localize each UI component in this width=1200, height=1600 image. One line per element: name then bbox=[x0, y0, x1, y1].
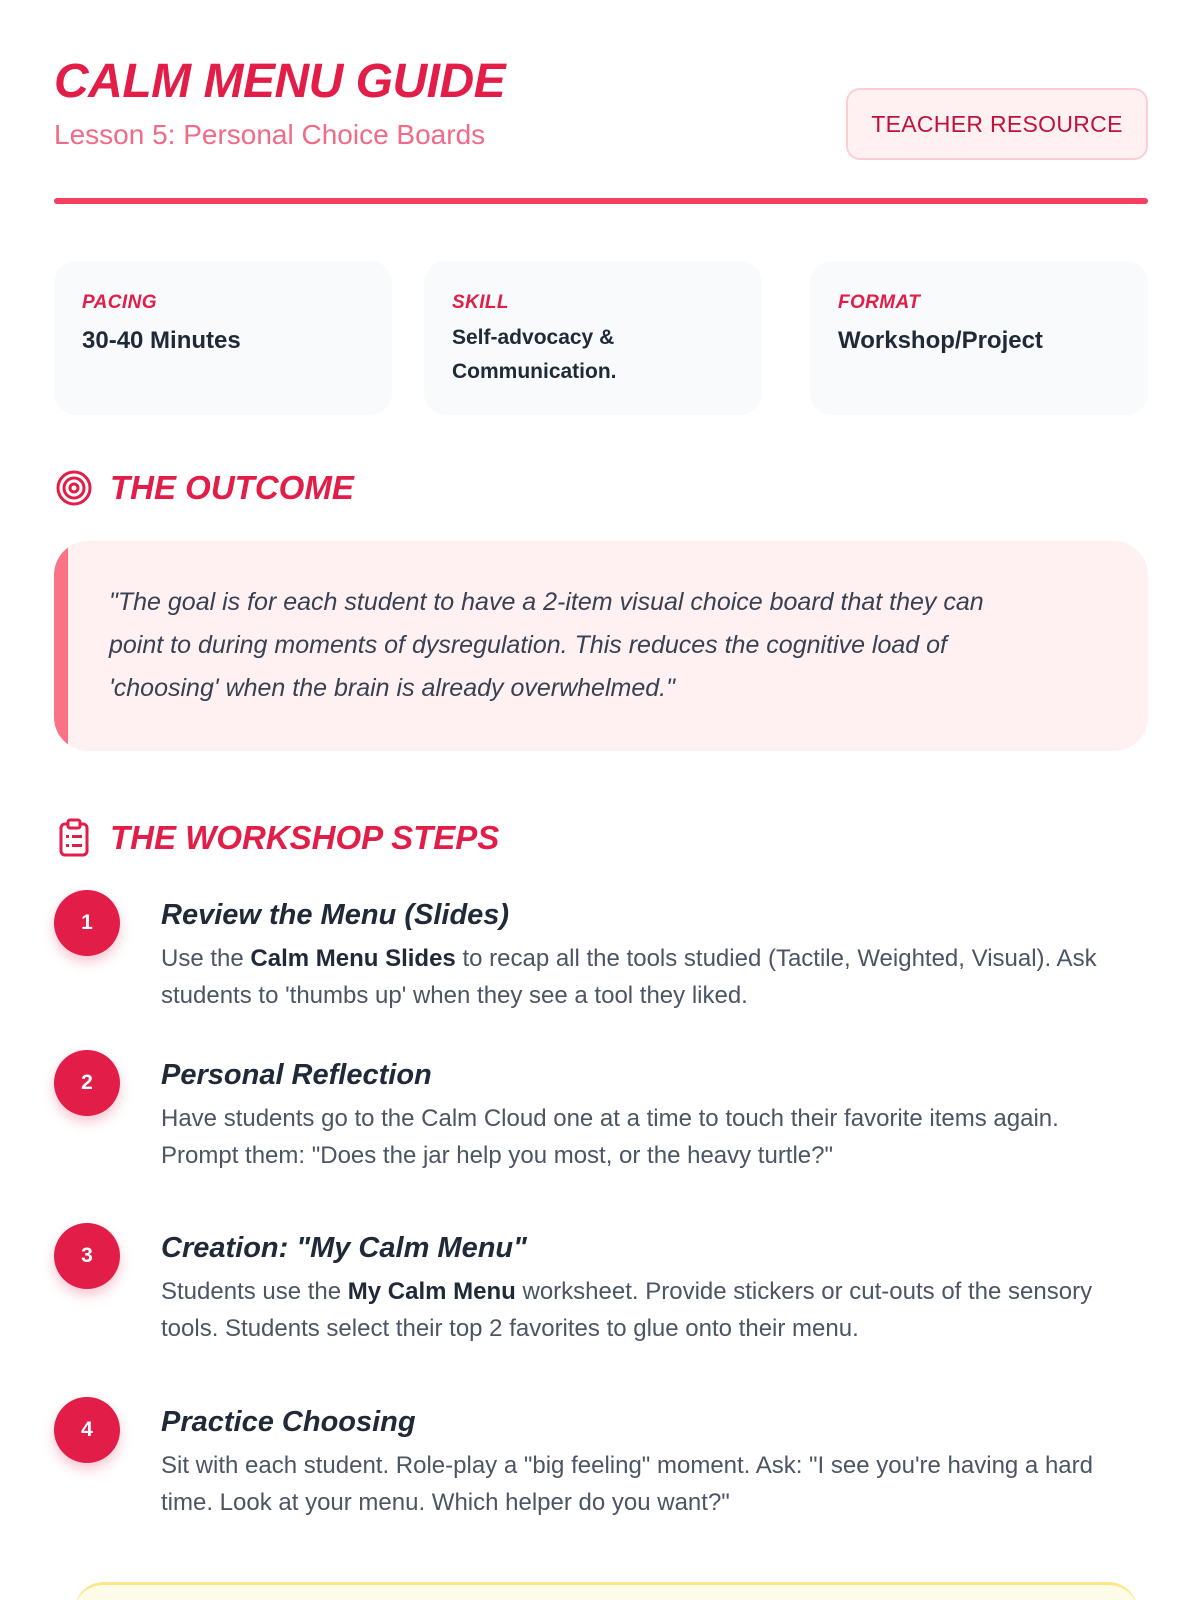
card-value: 30-40 Minutes bbox=[82, 327, 241, 354]
section-title: THE WORKSHOP STEPS bbox=[110, 819, 500, 856]
page-subtitle: Lesson 5: Personal Choice Boards bbox=[54, 119, 486, 150]
step-description bbox=[161, 1273, 1141, 1347]
step-description bbox=[161, 940, 1141, 1014]
skill-card bbox=[424, 261, 762, 415]
step-number-badge: 1 bbox=[54, 890, 120, 956]
workshop-heading bbox=[54, 816, 499, 860]
step-text: Use the bbox=[161, 945, 251, 972]
step-text-bold: My Calm Menu bbox=[347, 1278, 516, 1305]
card-value-line: Communication. bbox=[452, 360, 617, 383]
target-icon bbox=[54, 468, 94, 508]
quote-line: "The goal is for each student to have a 2-item visual choice board that they can bbox=[109, 588, 984, 616]
info-cards bbox=[54, 261, 1148, 415]
step-description: Sit with each student. Role-play a "big feeling" moment. Ask: "I see you're having a hard time. Look at your menu. Which helper do you want?" bbox=[161, 1452, 1093, 1516]
page-header bbox=[54, 54, 1148, 204]
outcome-heading bbox=[54, 466, 354, 510]
step-title: Personal Reflection bbox=[161, 1059, 432, 1091]
pacing-card bbox=[54, 261, 392, 415]
quote-text bbox=[109, 581, 1109, 710]
step-text: to recap all the tools studied (Tactile, Weighted, Visual). Ask students to 'thumbs up' when they see a tool they liked. bbox=[161, 945, 1097, 1009]
card-label: SKILL bbox=[452, 292, 509, 313]
next-section-peek bbox=[74, 1582, 1138, 1600]
card-value: Workshop/Project bbox=[838, 327, 1043, 354]
step-title: Review the Menu (Slides) bbox=[161, 899, 510, 931]
step-title: Creation: "My Calm Menu" bbox=[161, 1232, 527, 1264]
step-text: Students use the bbox=[161, 1278, 348, 1305]
step-text-bold: Calm Menu Slides bbox=[250, 945, 456, 972]
quote-line: point to during moments of dysregulation. This reduces the cognitive load of bbox=[109, 631, 947, 659]
section-title: THE OUTCOME bbox=[110, 469, 354, 506]
outcome-quote bbox=[54, 541, 1148, 751]
card-value-line: Self-advocacy & bbox=[452, 326, 615, 349]
quote-accent-bar bbox=[54, 541, 68, 751]
quote-line: 'choosing' when the brain is already overwhelmed." bbox=[109, 674, 675, 702]
card-label: PACING bbox=[82, 292, 157, 313]
page-title: CALM MENU GUIDE bbox=[54, 55, 506, 108]
card-value bbox=[452, 321, 734, 389]
card-label: FORMAT bbox=[838, 292, 921, 313]
step-description: Have students go to the Calm Cloud one at a time to touch their favorite items again. Prompt them: "Does the jar help you most, or the heavy turtle?" bbox=[161, 1105, 1059, 1169]
step-title: Practice Choosing bbox=[161, 1406, 416, 1438]
teacher-resource-badge: TEACHER RESOURCE bbox=[846, 88, 1148, 160]
clipboard-list-icon bbox=[54, 818, 94, 858]
step-text: worksheet. Provide stickers or cut-outs of the sensory tools. Students select their top 2 favorites to glue onto their menu. bbox=[161, 1278, 1093, 1342]
format-card bbox=[810, 261, 1148, 415]
step-number-badge: 4 bbox=[54, 1397, 120, 1463]
step-number-badge: 2 bbox=[54, 1050, 120, 1116]
header-divider bbox=[54, 198, 1148, 204]
lesson-page bbox=[54, 0, 1148, 1600]
step-number-badge: 3 bbox=[54, 1223, 120, 1289]
